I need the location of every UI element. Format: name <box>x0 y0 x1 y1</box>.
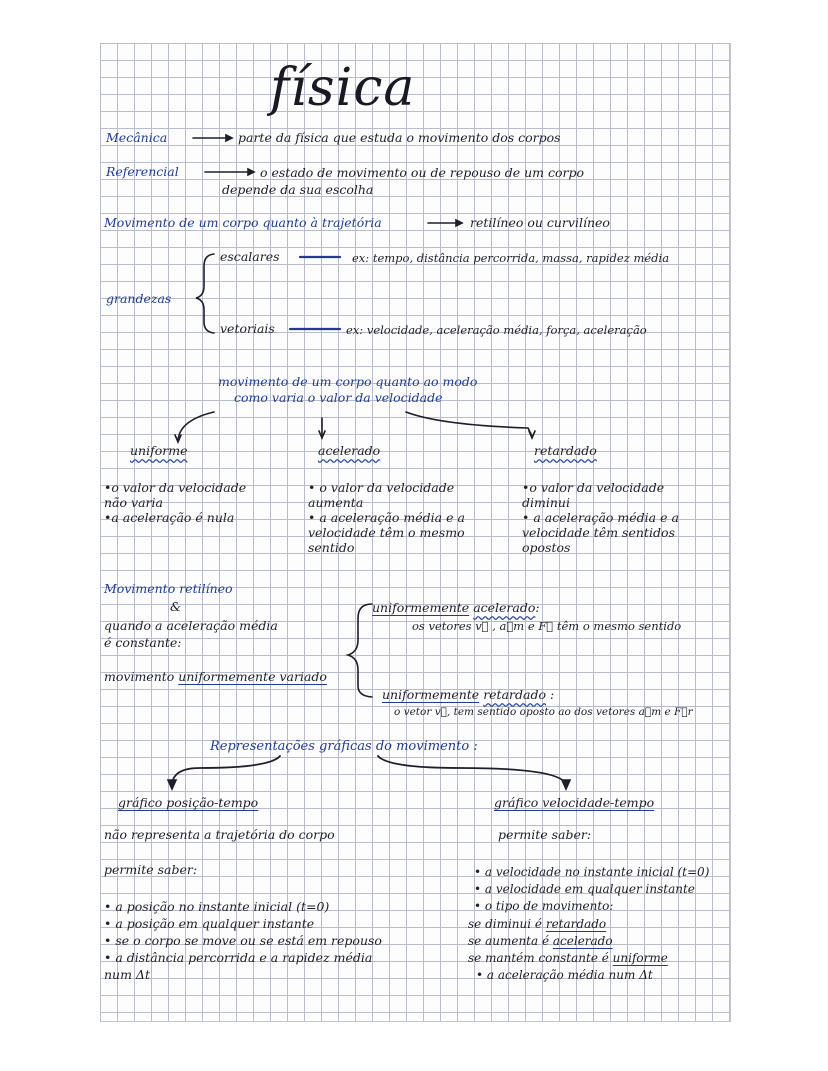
motion-type-term: uniforme <box>612 951 668 965</box>
motion-type-item <box>468 916 668 933</box>
graph-position-time-title: gráfico posição-tempo <box>118 795 259 810</box>
vetoriais-examples: ex: velocidade, aceleração média, força, aceleração <box>346 323 647 337</box>
branch-title-b: retardado <box>483 687 546 702</box>
page-title: física <box>270 58 416 118</box>
branch-suffix: : <box>546 687 555 702</box>
definition-referencial: o estado de movimento ou de repouso de um corpo <box>260 165 584 180</box>
term-mecanica: Mecânica <box>106 130 168 145</box>
mode-title-acelerado: acelerado <box>318 443 381 458</box>
branch-suffix: : <box>535 600 540 615</box>
result-prefix: movimento <box>104 669 175 684</box>
escalares-label: escalares <box>220 249 280 264</box>
mode-line: aumenta <box>308 495 364 510</box>
mode-title-uniforme: uniforme <box>130 443 188 458</box>
graph-position-time-note: não representa a trajetória do corpo <box>104 827 335 842</box>
motion-type-list <box>468 916 668 967</box>
mode-list-retardado <box>522 480 679 555</box>
list-item: • a velocidade em qualquer instante <box>474 882 695 896</box>
term-referencial: Referencial <box>106 164 179 179</box>
trajectory-value: retilíneo ou curvilíneo <box>470 215 610 230</box>
mode-line: velocidade têm o mesmo <box>308 525 465 540</box>
rectilinear-title: Movimento retilíneo <box>104 581 233 596</box>
branch-retardado-title <box>382 688 554 702</box>
graph-velocity-time-title: gráfico velocidade-tempo <box>494 795 655 810</box>
branch-title-a: uniformemente <box>382 687 480 702</box>
graph-velocity-time-list <box>474 864 709 915</box>
definition-referencial-line2: depende da sua escolha <box>222 182 374 197</box>
mode-line: •o valor da velocidade <box>522 480 665 495</box>
motion-type-item <box>468 933 668 950</box>
list-item: • o tipo de movimento: <box>474 899 614 913</box>
graph-velocity-time-allows: permite saber: <box>498 827 592 842</box>
vetoriais-label: vetoriais <box>220 321 275 336</box>
list-item: num Δt <box>104 967 150 982</box>
mode-line: não varia <box>104 495 163 510</box>
mode-line: • o valor da velocidade <box>308 480 455 495</box>
motion-type-item <box>468 950 668 967</box>
list-item: • a velocidade no instante inicial (t=0) <box>474 865 710 879</box>
branch-title-b: acelerado <box>473 600 536 615</box>
motion-type-prefix: se aumenta é <box>468 934 553 948</box>
branch-retardado-text: o vetor v⃗, tem sentido oposto ao dos vetores a⃗m e F⃗r <box>394 706 693 718</box>
branch-acelerado-title <box>372 601 540 615</box>
rectilinear-condition-1: quando a aceleração média <box>104 618 278 633</box>
branch-title-a: uniformemente <box>372 600 470 615</box>
mode-list-acelerado <box>308 480 465 555</box>
mode-line: • a aceleração média e a <box>308 510 465 525</box>
list-item: • se o corpo se move ou se está em repouso <box>104 933 382 948</box>
mode-line: opostos <box>522 540 571 555</box>
definition-mecanica: parte da física que estuda o movimento dos corpos <box>238 130 561 145</box>
escalares-examples: ex: tempo, distância percorrida, massa, rapidez média <box>352 251 670 265</box>
velocity-modes-heading-1: movimento de um corpo quanto ao modo <box>218 374 478 389</box>
trajectory-label: Movimento de um corpo quanto à trajetória <box>104 215 382 230</box>
motion-type-term: acelerado <box>552 934 613 948</box>
graph-position-time-allows: permite saber: <box>104 862 198 877</box>
rectilinear-result <box>104 670 327 684</box>
mode-line: diminui <box>522 495 570 510</box>
mode-list-uniforme <box>104 480 246 525</box>
motion-type-term: retardado <box>545 917 607 931</box>
graphs-heading: Representações gráficas do movimento : <box>210 739 478 754</box>
velocity-modes-heading-2: como varia o valor da velocidade <box>234 390 443 405</box>
velocity-time-last-item: • a aceleração média num Δt <box>476 968 653 982</box>
mode-line: sentido <box>308 540 355 555</box>
branch-acelerado-text: os vetores v⃗ , a⃗m e F⃗ têm o mesmo sentido <box>412 619 682 633</box>
mode-line: •o valor da velocidade <box>104 480 247 495</box>
list-item: • a distância percorrida e a rapidez média <box>104 950 373 965</box>
result-term: uniformemente variado <box>178 669 327 684</box>
list-item: • a posição no instante inicial (t=0) <box>104 899 330 914</box>
rectilinear-condition-2: é constante: <box>104 635 182 650</box>
mode-line: • a aceleração média e a <box>522 510 679 525</box>
list-item: • a posição em qualquer instante <box>104 916 315 931</box>
rectilinear-connector: & <box>170 599 182 614</box>
motion-type-prefix: se diminui é <box>468 917 546 931</box>
motion-type-prefix: se mantém constante é <box>468 951 613 965</box>
mode-title-retardado: retardado <box>534 443 597 458</box>
graph-position-time-list <box>104 898 382 983</box>
mode-line: •a aceleração é nula <box>104 510 235 525</box>
mode-line: velocidade têm sentidos <box>522 525 675 540</box>
grandezas-label: grandezas <box>106 291 172 306</box>
